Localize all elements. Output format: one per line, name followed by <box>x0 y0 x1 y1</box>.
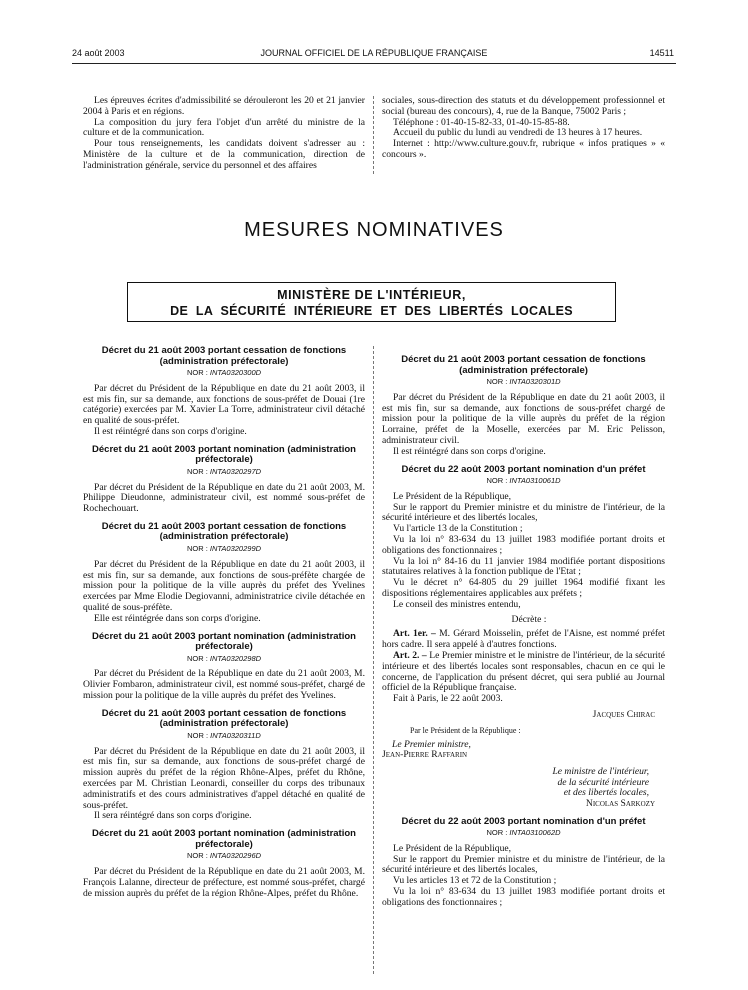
decrete-line: Décrète : <box>511 613 547 625</box>
paragraph: Sur le rapport du Premier ministre et du ministre de l'intérieur, de la sécurité intérieure et des libertés locales, <box>382 853 665 876</box>
paragraph: Par décret du Président de la République en date du 21 août 2003, il est mis fin, sur sa demande, aux fonctions de sous-préfet chargé de mission auprès du préfet de la région Rhône-Alpes, préfet du Rhône, exercées par M. Christian Leonardi, conseiller du corps des tribunaux administratifs et des cours administratives d'appel détaché en qualité de sous-préfet. <box>83 745 365 811</box>
paragraph: Par décret du Président de la République en date du 21 août 2003, M. Olivier Fombaron, administrateur civil, est nommé sous-préfet, chargé de mission pour la politique de la ville auprès du préfet des Yvelines. <box>83 668 365 701</box>
paragraph: Internet : http://www.culture.gouv.fr, rubrique « infos pratiques » « concours ». <box>382 138 665 160</box>
paragraph: Elle est réintégrée dans son corps d'origine. <box>94 612 261 624</box>
decree-title: Décret du 22 août 2003 portant nomination d'un préfet <box>401 463 646 475</box>
pm-name: Jean-Pierre Raffarin <box>382 749 468 761</box>
decree <box>83 709 365 822</box>
article-1 <box>382 629 665 651</box>
done-line: Fait à Paris, le 22 août 2003. <box>393 693 503 705</box>
nor-line <box>382 377 665 388</box>
paragraph: Vu la loi n° 84-16 du 11 janvier 1984 modifiée portant dispositions statutaires relatives à la fonction publique de l'Etat ; <box>382 555 665 578</box>
pm-title: Le Premier ministre, <box>392 738 471 750</box>
nor-label: NOR : <box>186 543 208 553</box>
paragraph: sociales, sous-direction des statuts et du développement professionnel et social (bureau des concours), 4, rue de la Banque, 75002 Paris ; <box>382 95 665 117</box>
nor-code: INTA0320300D <box>209 368 262 377</box>
nor-code: INTA0320299D <box>209 543 262 553</box>
paragraph: Le conseil des ministres entendu, <box>393 598 521 610</box>
nor-line <box>83 368 365 379</box>
nor-line <box>83 544 365 555</box>
nor-code: INTA0310061D <box>509 476 561 486</box>
decree <box>83 522 365 625</box>
header-rule <box>72 63 676 64</box>
paragraph: Par décret du Président de la République en date du 21 août 2003, il est mis fin, sur sa demande, aux fonctions de sous-préfète chargée de mission pour la politique de la ville auprès du préfet des Yvelines exercées par Mme Elodie Degiovanni, administratrice civile détachée en qualité de sous-préfète. <box>83 558 365 613</box>
paragraph: Il est réintégré dans son corps d'origine. <box>393 445 546 457</box>
minister-line: et des libertés locales, <box>563 787 649 799</box>
ministry-line-1: MINISTÈRE DE L'INTÉRIEUR, <box>277 288 466 302</box>
paragraph: Par décret du Président de la République en date du 21 août 2003, il est mis fin, sur sa demande, aux fonctions de sous-préfet chargé de mission pour la politique de la ville auprès du préfet de la région Lorraine, préfet de la Moselle, exercées par M. Eric Pelisson, administrateur civil. <box>382 391 665 446</box>
nor-line <box>83 731 365 742</box>
column-divider <box>373 346 374 974</box>
paragraph: Vu les articles 13 et 72 de la Constitution ; <box>393 875 557 887</box>
nor-line <box>83 851 365 862</box>
article-label: Art. 2. – <box>393 650 427 662</box>
column-divider <box>373 96 374 174</box>
nor-label: NOR : <box>486 476 508 486</box>
decree <box>83 346 365 438</box>
decree <box>83 445 365 515</box>
minister-line: de la sécurité intérieure <box>557 776 649 788</box>
decree-title: Décret du 21 août 2003 portant cessation de fonctions (administration préfectorale) <box>401 354 646 376</box>
paragraph: Vu la loi n° 83-634 du 13 juillet 1983 modifiée portant droits et obligations des fonctionnaires ; <box>382 534 665 556</box>
article-text: Le Premier ministre et le ministre de l'intérieur, de la sécurité intérieure et des libertés locales sont responsables, chacun en ce qui le concerne, de l'application du présent décret, qui sera publié au Journal officiel de la République française. <box>382 650 665 694</box>
nor-code: INTA0320311D <box>210 730 261 740</box>
page-number: 14511 <box>649 48 674 58</box>
nor-line <box>83 654 365 665</box>
paragraph: La composition du jury fera l'objet d'un arrêté du ministre de la culture et de la communication. <box>83 116 365 139</box>
decree <box>83 632 365 702</box>
decree-title: Décret du 21 août 2003 portant nomination (administration préfectorale) <box>92 630 356 653</box>
decree-title: Décret du 21 août 2003 portant nomination (administration préfectorale) <box>92 443 356 466</box>
ministry-line-2: DE LA SÉCURITÉ INTÉRIEURE ET DES LIBERTÉS LOCALES <box>170 304 573 318</box>
minister-name: Nicolas Sarkozy <box>585 797 655 809</box>
paragraph: Vu le décret n° 64-805 du 29 juillet 1964 modifié fixant les dispositions réglementaires applicables aux préfets ; <box>382 577 665 600</box>
paragraph: Par décret du Président de la République en date du 21 août 2003, il est mis fin, sur sa demande, aux fonctions de sous-préfet de Douai (1re catégorie) exercées par M. Xavier La Torre, administrateur civil détaché en qualité de sous-préfet. <box>83 382 365 427</box>
president-signature: Jacques Chirac <box>592 709 655 721</box>
article-label: Art. 1er. – <box>393 628 436 640</box>
minister-line: Le ministre de l'intérieur, <box>552 766 649 778</box>
paragraph: Par décret du Président de la République en date du 21 août 2003, M. Philippe Dieudonne, administrateur civil, est nommé sous-préfet de Rochechouart. <box>83 481 365 515</box>
journal-title: JOURNAL OFFICIEL DE LA RÉPUBLIQUE FRANÇAISE <box>260 48 488 58</box>
nor-label: NOR : <box>186 466 208 476</box>
paragraph: Il est réintégré dans son corps d'origine. <box>94 425 247 437</box>
paragraph: Vu la loi n° 83-634 du 13 juillet 1983 modifiée portant droits et obligations des fonctionnaires ; <box>382 885 665 908</box>
decree <box>382 817 665 909</box>
top-left-column <box>83 96 365 172</box>
decree <box>83 829 365 899</box>
nor-code: INTA0320296D <box>209 851 262 861</box>
decree-title: Décret du 21 août 2003 portant cessation de fonctions (administration préfectorale) <box>101 520 347 543</box>
nor-line <box>382 828 665 839</box>
ministry-heading <box>127 282 616 322</box>
decree-title: Décret du 21 août 2003 portant nomination (administration préfectorale) <box>92 828 356 850</box>
minister-title <box>382 767 649 799</box>
nor-code: INTA0320301D <box>509 377 561 386</box>
nor-label: NOR : <box>486 377 508 386</box>
paragraph: Sur le rapport du Premier ministre et du ministre de l'intérieur, de la sécurité intérieure et des libertés locales, <box>382 501 665 524</box>
paragraph: Téléphone : 01-40-15-82-33, 01-40-15-85-88. <box>393 116 570 128</box>
nor-label: NOR : <box>186 653 208 663</box>
decree-title: Décret du 21 août 2003 portant cessation de fonctions (administration préfectorale) <box>101 707 347 730</box>
paragraph: Le Président de la République, <box>393 490 512 502</box>
nor-code: INTA0310062D <box>509 828 561 837</box>
header-date: 24 août 2003 <box>72 48 125 58</box>
paragraph: Pour tous renseignements, les candidats doivent s'adresser au : Ministère de la culture et de la communication, direction de l'administration générale, service du personnel et des affaires <box>83 138 365 171</box>
right-column <box>382 355 665 909</box>
nor-line <box>382 476 665 487</box>
nor-line <box>83 467 365 478</box>
paragraph: Le Président de la République, <box>393 842 512 854</box>
nor-label: NOR : <box>186 851 208 861</box>
nor-label: NOR : <box>187 730 209 740</box>
paragraph: Accueil du public du lundi au vendredi de 13 heures à 17 heures. <box>393 127 643 139</box>
nor-label: NOR : <box>186 368 208 377</box>
top-right-column <box>382 96 665 161</box>
paragraph: Par décret du Président de la République en date du 21 août 2003, M. François Lalanne, directeur de préfecture, est nommé sous-préfet, chargé de mission auprès du préfet de la région Rhône-Alpes, préfet du Rhône. <box>83 865 365 899</box>
decree-title: Décret du 21 août 2003 portant cessation de fonctions (administration préfectorale) <box>101 345 347 367</box>
paragraph: Les épreuves écrites d'admissibilité se dérouleront les 20 et 21 janvier 2004 à Paris et en régions. <box>83 95 365 117</box>
article-2 <box>382 651 665 694</box>
decree <box>382 465 665 810</box>
paragraph: Il sera réintégré dans son corps d'origine. <box>94 810 252 822</box>
nor-code: INTA0320297D <box>209 466 262 476</box>
by-president: Par le Président de la République : <box>410 725 521 735</box>
article-text: M. Gérard Moisselin, préfet de l'Aisne, est nommé préfet hors cadre. Il sera appelé à d'autres fonctions. <box>382 628 665 651</box>
decree <box>382 355 665 458</box>
section-title: MESURES NOMINATIVES <box>244 219 504 241</box>
paragraph: Vu l'article 13 de la Constitution ; <box>393 523 523 535</box>
left-column <box>83 346 365 899</box>
decree-title: Décret du 22 août 2003 portant nomination d'un préfet <box>401 815 646 827</box>
nor-code: INTA0320298D <box>209 653 262 663</box>
nor-label: NOR : <box>486 828 508 837</box>
